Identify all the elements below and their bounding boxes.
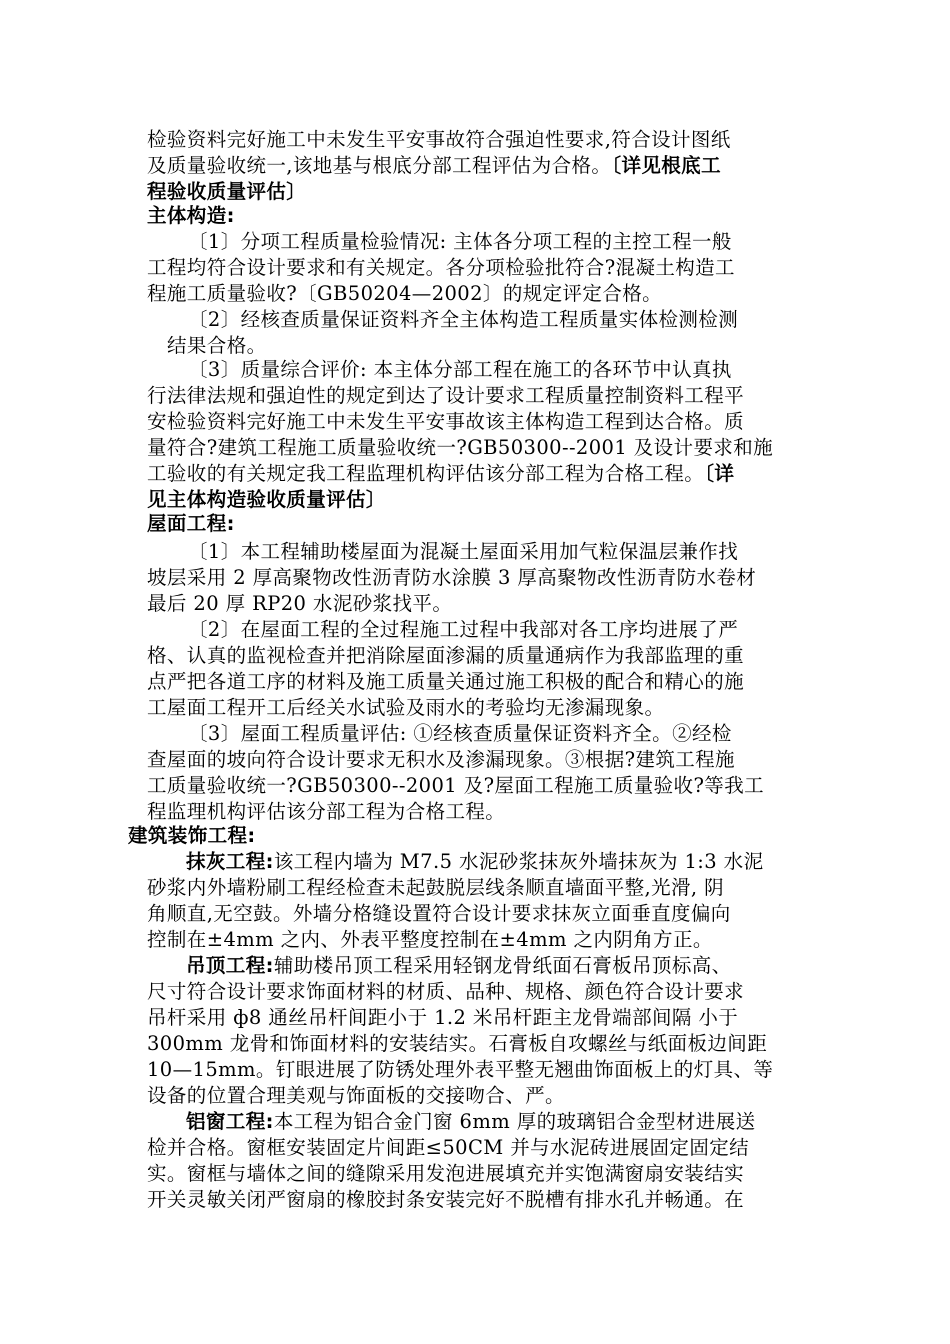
text-line: 砂浆内外墙粉刷工程经检查未起鼓脱层线条顺直墙面平整,光滑, 阴 — [147, 876, 724, 899]
subheading-ceiling: 吊顶工程: — [186, 954, 274, 977]
text-line: 吊杆采用 ф8 通丝吊杆间距小于 1.2 米吊杆距主龙骨端部间隔 小于 — [147, 1006, 739, 1029]
reference-note: 见主体构造验收质量评估〕 — [147, 488, 386, 511]
text-line: 量符合?建筑工程施工质量验收统一?GB50300--2001 及设计要求和施 — [147, 436, 774, 459]
text-line: 300mm 龙骨和饰面材料的安装结实。石膏板自攻螺丝与纸面板边间距 — [147, 1032, 768, 1055]
text-line: 〔2〕在屋面工程的全过程施工过程中我部对各工序均进展了严 — [188, 618, 739, 641]
text-line: 程施工质量验收?〔GB50204—2002〕的规定评定合格。 — [147, 282, 663, 305]
text-line: 工程均符合设计要求和有关规定。各分项检验批符合?混凝土构造工 — [147, 256, 735, 279]
section-heading-main-structure: 主体构造: — [147, 204, 235, 227]
text-line: 实。窗框与墙体之间的缝隙采用发泡进展填充并实饱满窗扇安装结实 — [147, 1162, 745, 1185]
reference-note: 〔详 — [704, 462, 735, 485]
text-line: 开关灵敏关闭严窗扇的橡胶封条安装完好不脱槽有排水孔并畅通。在 — [147, 1188, 745, 1211]
text-line: 〔2〕经核查质量保证资料齐全主体构造工程质量实体检测检测 — [188, 308, 739, 331]
text-line: 尺寸符合设计要求饰面材料的材质、品种、规格、颜色符合设计要求 — [147, 980, 745, 1003]
text-line: 安检验资料完好施工中未发生平安事故该主体构造工程到达合格。质 — [147, 410, 745, 433]
text-line: 工质量验收统一?GB50300--2001 及?屋面工程施工质量验收?等我工 — [147, 774, 765, 797]
text-line: 控制在±4mm 之内、外表平整度控制在±4mm 之内阴角方正。 — [147, 928, 713, 951]
subheading-aluminum-window: 铝窗工程: — [186, 1110, 274, 1133]
text-line: 检验资料完好施工中未发生平安事故符合强迫性要求,符合设计图纸 — [147, 128, 731, 151]
text-line: 查屋面的坡向符合设计要求无积水及渗漏现象。③根据?建筑工程施 — [147, 748, 735, 771]
text-line: 点严把各道工序的材料及施工质量关通过施工积极的配合和精心的施 — [147, 670, 745, 693]
text-line: 〔1〕本工程辅助楼屋面为混凝土屋面采用加气粒保温层兼作找 — [188, 540, 739, 563]
section-heading-roof: 屋面工程: — [147, 512, 235, 535]
text-line: 程监理机构评估该分部工程为合格工程。 — [147, 800, 506, 823]
text-line: 〔1〕分项工程质量检验情况: 主体各分项工程的主控工程一般 — [188, 230, 732, 253]
text-line: 10—15mm。钉眼进展了防锈处理外表平整无翘曲饰面板上的灯具、等 — [147, 1058, 774, 1081]
text-line: 工屋面工程开工后经关水试验及雨水的考验均无渗漏现象。 — [147, 696, 665, 719]
text-line: 工验收的有关规定我工程监理机构评估该分部工程为合格工程。〔详 — [147, 462, 735, 485]
reference-note: 〔详见根底工 — [611, 154, 721, 177]
text-line: 检并合格。窗框安装固定片间距≤50CM 并与水泥砖进展固定固定结 — [147, 1136, 750, 1159]
reference-note: 程验收质量评估〕 — [147, 180, 307, 203]
subheading-plastering: 抹灰工程: — [186, 850, 274, 873]
text-line: 〔3〕屋面工程质量评估: ①经核查质量保证资料齐全。②经检 — [188, 722, 732, 745]
section-heading-decoration: 建筑装饰工程: — [128, 824, 256, 847]
text-line: 角顺直,无空鼓。外墙分格缝设置符合设计要求抹灰立面垂直度偏向 — [147, 902, 731, 925]
text-line: 吊顶工程:辅助楼吊顶工程采用轻钢龙骨纸面石膏板吊顶标高、 — [186, 954, 732, 977]
text-line: 结果合格。 — [167, 334, 267, 357]
text-line: 行法律法规和强迫性的规定到达了设计要求工程质量控制资料工程平 — [147, 384, 745, 407]
text-line: 最后 20 厚 RP20 水泥砂浆找平。 — [147, 592, 453, 615]
text-line: 〔3〕质量综合评价: 本主体分部工程在施工的各环节中认真执 — [188, 358, 732, 381]
text-line: 及质量验收统一,该地基与根底分部工程评估为合格。〔详见根底工 — [147, 154, 721, 177]
text-line: 铝窗工程:本工程为铝合金门窗 6mm 厚的玻璃铝合金型材进展送 — [186, 1110, 756, 1133]
text-line: 坡层采用 2 厚高聚物改性沥青防水涂膜 3 厚高聚物改性沥青防水卷材 — [147, 566, 757, 589]
text-line: 抹灰工程:该工程内墙为 M7.5 水泥砂浆抹灰外墙抹灰为 1:3 水泥 — [186, 850, 764, 873]
text-line: 设备的位置合理美观与饰面板的交接吻合、严。 — [147, 1084, 565, 1107]
text-line: 格、认真的监视检查并把消除屋面渗漏的质量通病作为我部监理的重 — [147, 644, 745, 667]
